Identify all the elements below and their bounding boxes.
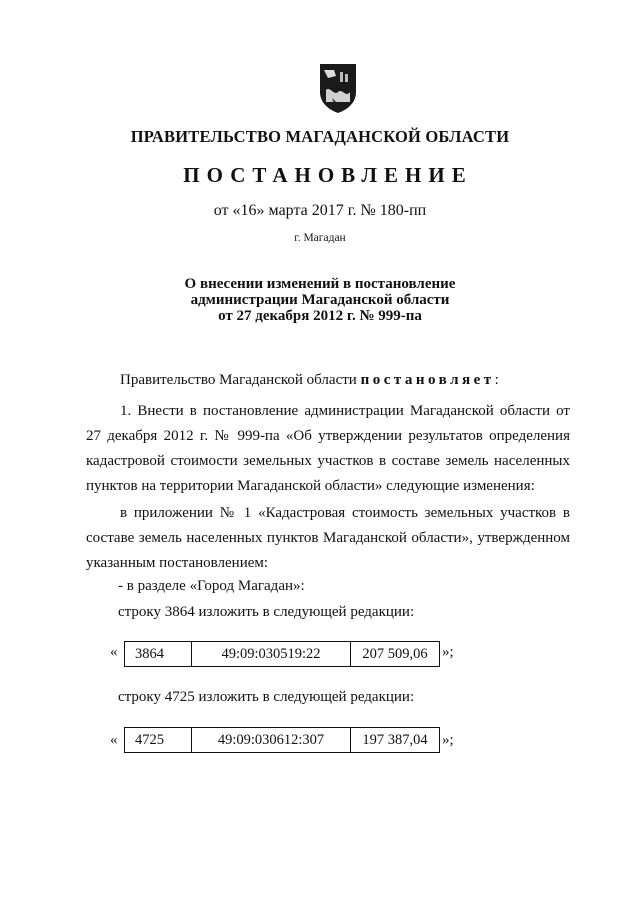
cadastral-number-cell: 49:09:030519:22 xyxy=(192,642,351,667)
preamble xyxy=(86,368,570,393)
government-title: ПРАВИТЕЛЬСТВО МАГАДАНСКОЙ ОБЛАСТИ xyxy=(130,127,510,146)
quote-open-2: « xyxy=(110,732,118,748)
preamble-colon: : xyxy=(494,372,499,388)
row-3864-intro: строку 3864 изложить в следующей редакции: xyxy=(118,604,415,620)
replacement-row-table-2 xyxy=(124,727,440,753)
quote-close-2: »; xyxy=(442,732,454,748)
replacement-row-table-1 xyxy=(124,641,440,667)
subject-line-1: О внесении изменений в постановление xyxy=(184,276,456,292)
row-number-cell: 4725 xyxy=(125,728,192,753)
document-date-number: от «16» марта 2017 г. № 180-пп xyxy=(213,202,427,219)
subject-line-2: администрации Магаданской области xyxy=(190,292,450,308)
preamble-verb: постановляет xyxy=(360,372,495,388)
document-type: ПОСТАНОВЛЕНИЕ xyxy=(183,163,473,187)
subject-line-3: от 27 декабря 2012 г. № 999-па xyxy=(218,308,422,324)
annex-paragraph: в приложении № 1 «Кадастровая стоимость земельных участков в составе земель населенных пунктов Магаданской области», утвержденном указанным постановлением: xyxy=(86,505,570,571)
document-city: г. Магадан xyxy=(294,232,346,244)
section-line: - в разделе «Город Магадан»: xyxy=(118,578,305,594)
coat-of-arms-icon xyxy=(318,62,358,114)
quote-close-1: »; xyxy=(442,644,454,660)
quote-open-1: « xyxy=(110,644,118,660)
cadastral-number-cell: 49:09:030612:307 xyxy=(192,728,351,753)
cadastral-value-cell: 197 387,04 xyxy=(351,728,440,753)
row-number-cell: 3864 xyxy=(125,642,192,667)
cadastral-value-cell: 207 509,06 xyxy=(351,642,440,667)
row-4725-intro: строку 4725 изложить в следующей редакции: xyxy=(118,689,415,705)
document-subject xyxy=(0,276,640,324)
point-1-paragraph: 1. Внести в постановление администрации Магаданской области от 27 декабря 2012 г. № 999-па «Об утверждении результатов определения кадастровой стоимости земельных участков в составе земель населенных пунктов на территории Магаданской области» следующие изменения: xyxy=(86,403,570,494)
table-row xyxy=(125,728,440,753)
table-row xyxy=(125,642,440,667)
preamble-text: Правительство Магаданской области xyxy=(120,372,361,388)
